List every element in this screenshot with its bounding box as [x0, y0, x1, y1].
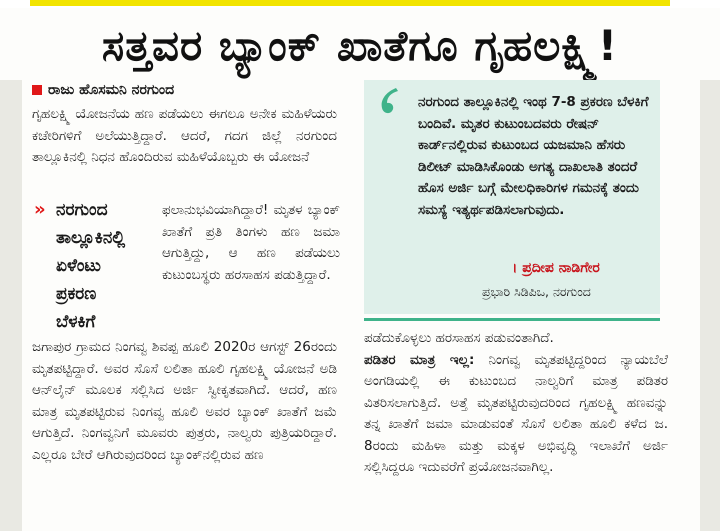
pullquote-line: ಪ್ರಕರಣ — [56, 284, 97, 304]
paragraph-3: ಜಗಾಪುರ ಗ್ರಾಮದ ನಿಂಗವ್ವ ಶಿವಪ್ಪ ಹೂಲಿ 2020ರ ಆಗಸ್ಟ್ 26ರಂದು ಮೃತಪಟ್ಟಿದ್ದಾರೆ. ಅವರ ಸೊಸೆ ಲಲಿತಾ ಹೂಲಿ ಗೃಹಲಕ್ಷ್ಮಿ ಯೋಜನೆ ಅಡಿ ಆನ್‌ಲೈನ್ ಮೂಲಕ ಸಲ್ಲಿಸಿದ ಅರ್ಜಿ ಸ್ವೀಕೃತವಾಗಿದೆ. ಆದರೆ, ಹಣ ಮಾತ್ರ ಮೃತಪಟ್ಟಿರುವ ನಿಂಗವ್ವ ಹೂಲಿ ಅವರ ಬ್ಯಾಂಕ್ ಖಾತೆಗೆ ಜಮೆ ಆಗುತ್ತಿದೆ. ನಿಂಗವ್ವನಿಗೆ ಮೂವರು ಪುತ್ರರು, ನಾಲ್ವರು ಪುತ್ರಿಯರಿದ್ದಾರೆ. ಎಲ್ಲರೂ ಬೇರೆ ಆಗಿರುವುದರಿಂದ ಬ್ಯಾಂಕ್‌ನಲ್ಲಿರುವ ಹಣ — [32, 339, 337, 463]
headline: ಸತ್ತವರ ಬ್ಯಾಂಕ್ ಖಾತೆಗೂ ಗೃಹಲಕ್ಷ್ಮಿ! — [101, 21, 619, 70]
quote-underline — [364, 318, 660, 321]
byline-text: ರಾಜು ಹೊಸಮನಿ ನರಗುಂದ — [48, 82, 175, 98]
paragraph-2: ಫಲಾನುಭವಿಯಾಗಿದ್ದಾರೆ! ಮೃತಳ ಬ್ಯಾಂಕ್ ಖಾತೆಗೆ ಪ್ರತಿ ತಿಂಗಳು ಹಣ ಜಮಾ ಆಗುತ್ತಿದ್ದು, ಆ ಹಣ ಪಡೆಯಲು ಕುಟುಂಬಸ್ಥರು ಹರಸಾಹಸ ಪಡುತ್ತಿದ್ದಾರೆ. — [162, 202, 340, 283]
double-chevron-icon: » — [34, 199, 46, 220]
right-gutter — [700, 80, 720, 531]
quote-text: ನರಗುಂದ ತಾಲ್ಲೂಕಿನಲ್ಲಿ ಇಂಥ 7-8 ಪ್ರಕರಣ ಬೆಳಕಿಗೆ ಬಂದಿವೆ. ಮೃತರ ಕುಟುಂಬದವರು ರೇಷನ್ ಕಾರ್ಡ್‌ನಲ್ಲಿರುವ ಕುಟುಂಬದ ಯಜಮಾನಿ ಹೆಸರು ಡಿಲೀಟ್ ಮಾಡಿಸಿಕೊಂಡು ಅಗತ್ಯ ದಾಖಲಾತಿ ತಂದರೆ ಹೊಸ ಅರ್ಜಿ ಬಗ್ಗೆ ಮೇಲಧಿಕಾರಿಗಳ ಗಮನಕ್ಕೆ ತಂದು ಸಮಸ್ಯೆ ಇತ್ಯರ್ಥಪಡಿಸಲಾಗುವುದು. — [418, 94, 649, 218]
paragraph-4-lead: ಪಡೆದುಕೊಳ್ಳಲು ಹರಸಾಹಸ ಪಡುವಂತಾಗಿದೆ. — [364, 330, 554, 346]
quote-mark-icon — [374, 86, 404, 116]
pullquote-line: ತಾಲ್ಲೂಕಿನಲ್ಲಿ — [56, 228, 126, 248]
red-square-icon — [32, 85, 42, 95]
quote-box — [364, 80, 660, 314]
pullquote-line: ಏಳೆಂಟು — [56, 256, 101, 276]
paragraph-4-body: ನಿಂಗವ್ವ ಮೃತಪಟ್ಟಿದ್ದರಿಂದ ನ್ಯಾಯಬೆಲೆ ಅಂಗಡಿಯಲ್ಲಿ ಈ ಕುಟುಂಬದ ನಾಲ್ವರಿಗೆ ಮಾತ್ರ ಪಡಿತರ ವಿತರಿಸಲಾಗುತ್ತಿದೆ. ಅತ್ತೆ ಮೃತಪಟ್ಟಿರುವುದರಿಂದ ಗೃಹಲಕ್ಷ್ಮಿ ಹಣವನ್ನು ತನ್ನ ಖಾತೆಗೆ ಜಮಾ ಮಾಡುವಂತೆ ಸೊಸೆ ಲಲಿತಾ ಹೂಲಿ ಕಳೆದ ಜ. 8ರಂದು ಮಹಿಳಾ ಮತ್ತು ಮಕ್ಕಳ ಅಭಿವೃದ್ಧಿ ಇಲಾಖೆಗೆ ಅರ್ಜಿ ಸಲ್ಲಿಸಿದ್ದರೂ ಇದುವರೆಗೆ ಪ್ರಯೋಜನವಾಗಿಲ್ಲ. — [364, 351, 668, 475]
top-yellow-bar — [30, 0, 670, 6]
pullquote-line: ಬೆಳಕಿಗೆ — [56, 312, 96, 332]
paragraph-1: ಗೃಹಲಕ್ಷ್ಮಿ ಯೋಜನೆಯ ಹಣ ಪಡೆಯಲು ಈಗಲೂ ಅನೇಕ ಮಹಿಳೆಯರು ಕಚೇರಿಗಳಿಗೆ ಅಲೆಯುತ್ತಿದ್ದಾರೆ. ಆದರೆ, ಗದಗ ಜಿಲ್ಲೆ ನರಗುಂದ ತಾಲ್ಲೂಕಿನಲ್ಲಿ ನಿಧನ ಹೊಂದಿರುವ ಮಹಿಳೆಯೊಬ್ಬರು ಈ ಯೋಜನೆ — [32, 106, 337, 165]
quote-author-role: ಪ್ರಭಾರಿ ಸಿಡಿಪಿಒ, ನರಗುಂದ — [482, 284, 591, 299]
left-gutter — [0, 80, 22, 531]
quote-author-name: । ಪ್ರದೀಪ ನಾಡಿಗೇರ — [512, 260, 600, 276]
pullquote-line: ನರಗುಂದ — [56, 200, 108, 220]
byline — [32, 82, 174, 98]
subheading-ration: ಪಡಿತರ ಮಾತ್ರ ಇಲ್ಲ: — [364, 351, 475, 368]
pullquote — [36, 196, 146, 336]
paragraph-4 — [364, 328, 668, 479]
